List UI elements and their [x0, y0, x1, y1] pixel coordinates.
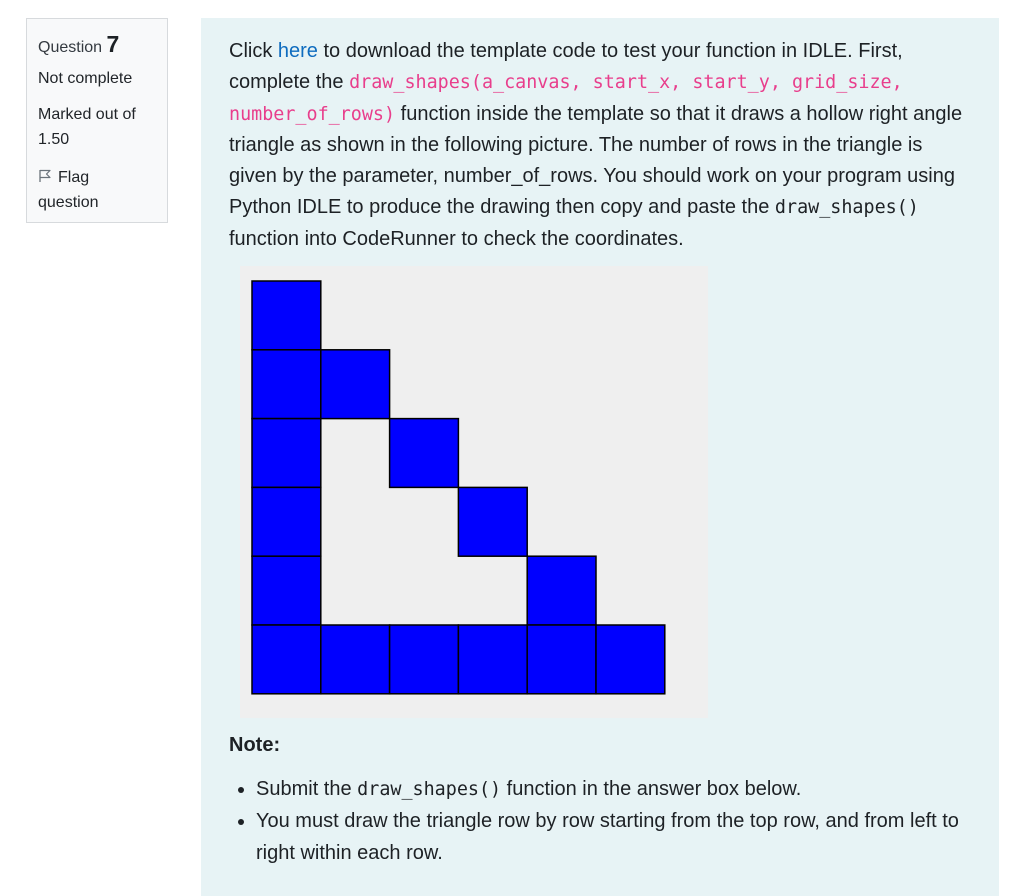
prompt-text-2: to download the template code to test your function in IDLE. First, complete the — [229, 40, 903, 94]
prompt-text-3: function inside the template so that it draws a hollow right angle triangle as shown in the following picture. The number of rows in the triangle is given by the parameter, number_of_rows. You should work on your program using Python IDLE to produce the drawing then copy and paste the — [229, 102, 963, 219]
marks-value: 1.50 — [38, 131, 70, 148]
grid-square — [252, 419, 321, 488]
grid-square — [527, 625, 596, 694]
grid-square — [596, 625, 665, 694]
grid-square — [252, 625, 321, 694]
grid-square — [252, 350, 321, 419]
grid-square — [321, 625, 390, 694]
note-item1-code: draw_shapes() — [357, 779, 502, 800]
question-label: Question — [38, 39, 103, 56]
grid-square — [390, 419, 459, 488]
question-content — [201, 18, 999, 896]
triangle-figure — [240, 266, 708, 718]
note-list — [229, 774, 996, 870]
question-info-panel — [26, 18, 168, 223]
note-item1-pre: Submit the — [256, 778, 358, 800]
grid-square — [252, 281, 321, 350]
grid-square — [390, 625, 459, 694]
question-prompt — [229, 36, 974, 255]
flag-label-line2: question — [38, 194, 99, 211]
note-item-submit — [256, 774, 996, 805]
grid-square — [458, 625, 527, 694]
flag-question-button[interactable] — [38, 165, 156, 215]
marks-label: Marked out of — [38, 106, 136, 123]
prompt-text-1: Click — [229, 40, 278, 62]
download-template-link[interactable]: here — [277, 40, 318, 62]
note-item1-post: function in the answer box below. — [501, 778, 802, 800]
question-state: Not complete — [38, 70, 133, 87]
prompt-text-4: function into CodeRunner to check the coordinates. — [229, 227, 684, 250]
question-number — [38, 31, 156, 58]
question-marks — [38, 102, 156, 152]
grid-square — [458, 487, 527, 556]
triangle-drawing — [240, 266, 708, 718]
note-heading: Note: — [229, 734, 281, 756]
grid-square — [252, 556, 321, 625]
function-signature-code: draw_shapes(a_canvas, start_x, start_y, grid_size, number_of_rows) — [229, 72, 903, 125]
flag-label-line1: Flag — [58, 169, 90, 186]
grid-square — [321, 350, 390, 419]
note-item-order: • You must draw the triangle row by row starting from the top row, and from left to right within each row. — [256, 806, 996, 869]
grid-square — [252, 487, 321, 556]
function-name-code: draw_shapes() — [774, 197, 919, 219]
question-number-value: 7 — [106, 31, 120, 57]
flag-icon — [38, 169, 52, 183]
grid-square — [527, 556, 596, 625]
